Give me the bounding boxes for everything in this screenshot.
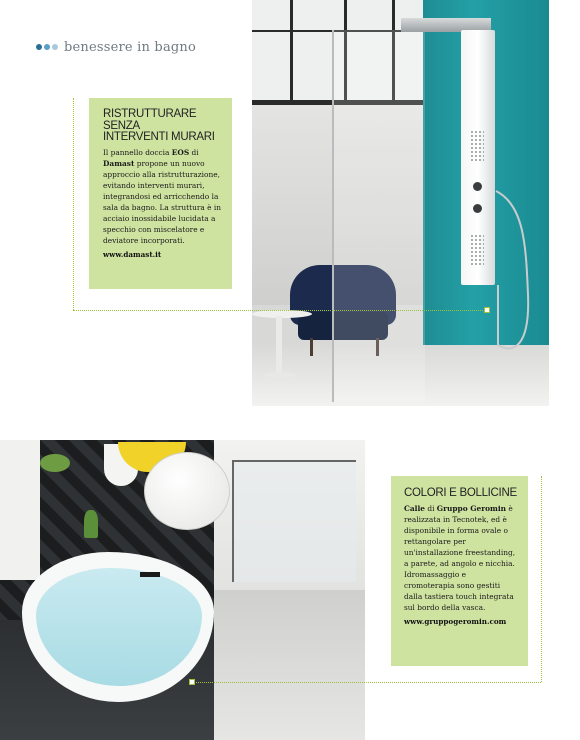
title-line-2: INTERVENTI MURARI bbox=[103, 131, 215, 143]
side-table-base bbox=[264, 372, 296, 378]
mixer-knob bbox=[473, 182, 482, 191]
article-title-bottom: COLORI E BOLLICINE bbox=[404, 487, 517, 499]
body-text: di bbox=[425, 503, 437, 513]
white-pendant-lamp bbox=[144, 452, 230, 530]
article-title-top bbox=[103, 109, 221, 144]
section-label: benessere in bagno bbox=[64, 39, 197, 55]
shower-hose bbox=[484, 185, 544, 360]
product-name: EOS bbox=[171, 147, 190, 157]
product-name: Calle bbox=[404, 503, 425, 513]
brand-name: Damast bbox=[103, 158, 135, 168]
diverter-knob bbox=[473, 204, 482, 213]
header-dot-3 bbox=[52, 44, 58, 50]
small-plant bbox=[84, 510, 98, 538]
brand-name: Gruppo Geromin bbox=[436, 503, 507, 513]
tub-faucet bbox=[140, 572, 160, 577]
body-text: Il pannello doccia bbox=[103, 147, 172, 157]
bathtub-photo bbox=[0, 440, 365, 740]
title-line-1: RISTRUTTURARE SENZA bbox=[103, 108, 197, 132]
step-platform bbox=[214, 590, 365, 740]
brand-url-top[interactable]: www.damast.it bbox=[103, 249, 162, 259]
side-table bbox=[252, 310, 312, 318]
white-niche bbox=[0, 440, 40, 580]
article-box-bottom bbox=[391, 476, 528, 666]
brand-url-bottom[interactable]: www.gruppogeromin.com bbox=[404, 616, 507, 626]
body-text: propone un nuovo approccio alla ristrutturazione, evitando interventi murari, integrandosi ed arricchendo la sala da bagno. La struttura è in acciaio inossidabile lucidata a specchio con miscelatore e deviatore incorporati. bbox=[103, 158, 222, 245]
plant bbox=[40, 454, 70, 472]
jet-holes bbox=[470, 130, 484, 162]
window-frame bbox=[290, 0, 293, 105]
leader-line bbox=[73, 310, 485, 311]
leader-line bbox=[541, 476, 542, 682]
leader-line bbox=[192, 682, 541, 683]
leader-endpoint bbox=[189, 679, 195, 685]
body-text: è realizzata in Tecnotek, ed è disponibile in forma ovale o rettangolare per un'installazione freestanding, a parete, ad angolo e nicchia. Idromassaggio e cromoterapia sono gestiti dalla tastiera touch integrata sul bordo della vasca. bbox=[404, 503, 516, 612]
side-table-stem bbox=[276, 316, 282, 376]
leader-line bbox=[73, 98, 74, 310]
chair-leg bbox=[310, 338, 313, 356]
header-dot-1 bbox=[36, 44, 42, 50]
leader-endpoint bbox=[484, 307, 490, 313]
article-body-bottom bbox=[404, 503, 518, 613]
glass-partition bbox=[332, 30, 425, 402]
article-body-top bbox=[103, 147, 221, 246]
header-dot-2 bbox=[44, 44, 50, 50]
shower-panel-photo bbox=[252, 0, 549, 406]
jet-holes bbox=[470, 234, 484, 266]
header-dots bbox=[36, 44, 58, 50]
body-text: di bbox=[189, 147, 199, 157]
shower-glass bbox=[232, 460, 356, 582]
section-header bbox=[36, 38, 196, 56]
article-box-top bbox=[89, 98, 232, 289]
